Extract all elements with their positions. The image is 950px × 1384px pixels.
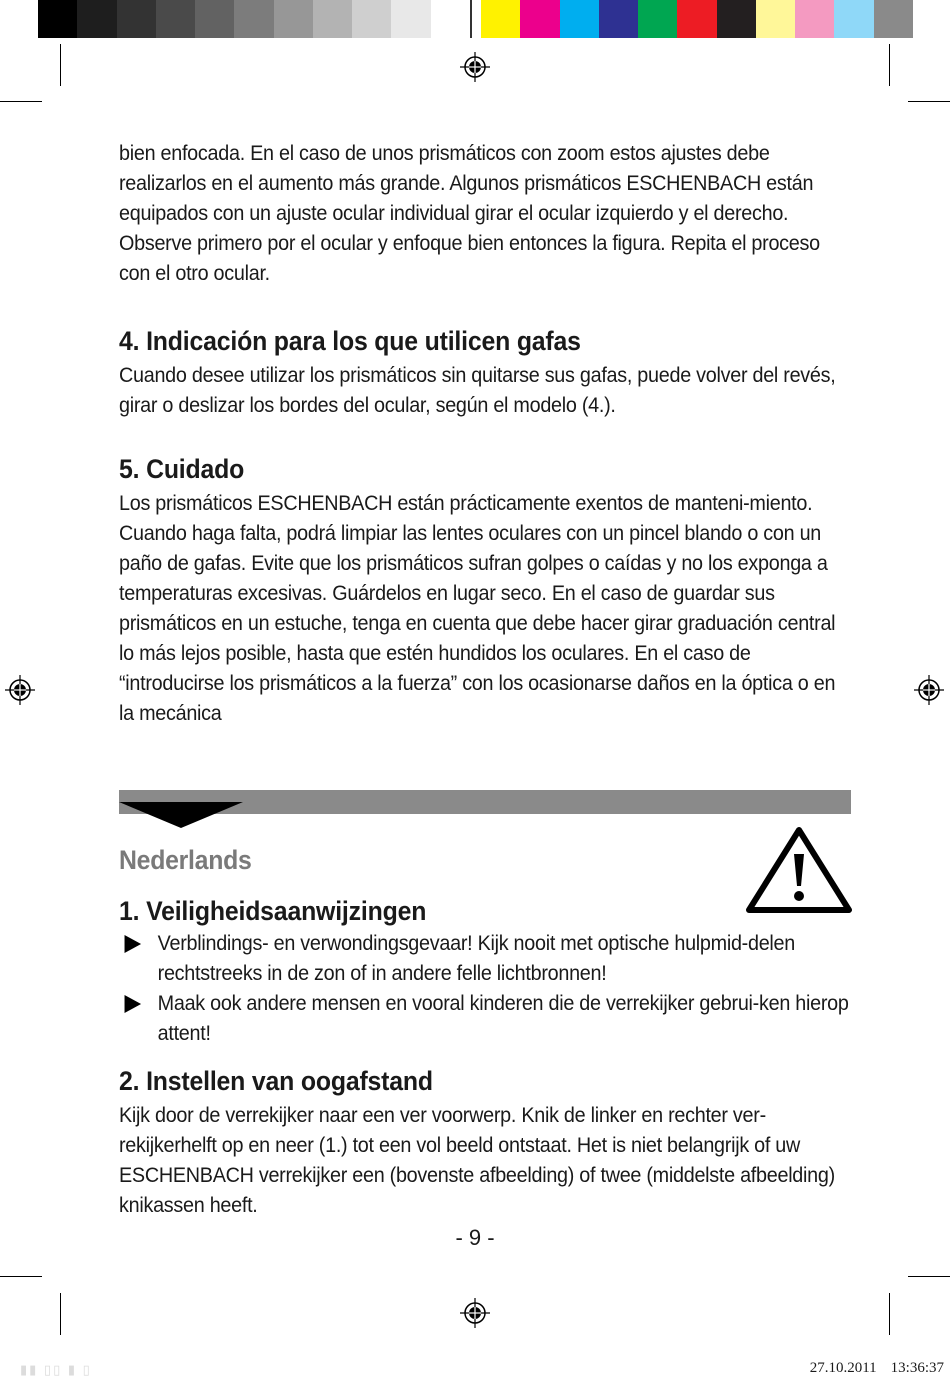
crop-mark: [0, 101, 42, 102]
bullet-text: Maak ook andere mensen en vooral kinderen die de verrekijker gebrui-ken hierop attent!: [157, 991, 849, 1045]
grey-swatch: [234, 0, 273, 38]
color-swatch: [560, 0, 599, 38]
intro-paragraph: bien enfocada. En el caso de unos prismáticos con zoom estos ajustes debe realizarlos en el aumento más grande. Algunos prismáticos ESCHENBACH están equipados con un ajuste ocular individual girar el ocular izquierdo y el derecho. Observe primero por el ocular y enfoque bien entonces la figura. Repita el proceso con el otro ocular.: [119, 141, 820, 285]
grey-calibration-strip: [38, 0, 472, 38]
divider-arrow-icon: [119, 802, 243, 828]
crop-mark: [908, 1276, 950, 1277]
grey-swatch: [117, 0, 156, 38]
bullet-text: Verblindings- en verwondingsgevaar! Kijk nooit met optische hulpmid-delen rechtstreeks in de zon of in andere felle lichtbronnen!: [157, 931, 796, 985]
color-swatch: [756, 0, 795, 38]
color-swatch: [874, 0, 913, 38]
triangle-right-icon: [119, 993, 147, 1015]
color-swatch: [795, 0, 834, 38]
crop-mark: [889, 44, 890, 86]
print-time: 13:36:37: [890, 1360, 944, 1376]
language-label: Nederlands: [119, 845, 252, 875]
nl-section-1-title: 1. Veiligheidsaanwijzingen: [119, 896, 427, 926]
crop-mark: [60, 1293, 61, 1335]
grey-swatch: [195, 0, 234, 38]
registration-mark-icon: [460, 1298, 490, 1328]
crop-mark: [908, 101, 950, 102]
triangle-right-icon: [119, 933, 147, 955]
page-number: - 9 -: [455, 1225, 495, 1250]
grey-swatch: [156, 0, 195, 38]
color-swatch: [520, 0, 559, 38]
color-swatch: [638, 0, 677, 38]
color-swatch: [677, 0, 716, 38]
grey-swatch: [431, 0, 470, 38]
print-date: 27.10.2011: [809, 1360, 877, 1376]
grey-swatch: [391, 0, 430, 38]
section-5-title: 5. Cuidado: [119, 454, 245, 484]
nl-section-2-text: Kijk door de verrekijker naar een ver voorwerp. Knik de linker en rechter ver-rekijkerhelft op en neer (1.) tot een vol beeld ontstaat. Het is niet belangrijk of uw ESCHENBACH verrekijker een (bovenste afbeelding) of twee (middelste afbeelding) knikassen heeft.: [119, 1103, 835, 1217]
color-swatch: [834, 0, 873, 38]
section-4-title: 4. Indicación para los que utilicen gafas: [119, 326, 581, 356]
crop-mark: [889, 1293, 890, 1335]
crop-mark: [60, 44, 61, 86]
color-swatch: [717, 0, 756, 38]
section-4-text: Cuando desee utilizar los prismáticos sin quitarse sus gafas, puede volver del revés, girar o deslizar los bordes del ocular, según el modelo (4.).: [119, 363, 836, 417]
grey-swatch: [274, 0, 313, 38]
grey-swatch: [313, 0, 352, 38]
grey-swatch: [77, 0, 116, 38]
color-calibration-strip: [481, 0, 913, 38]
registration-mark-icon: [5, 675, 35, 705]
grey-swatch: [38, 0, 77, 38]
color-swatch: [481, 0, 520, 38]
print-stamp: [796, 1360, 944, 1377]
color-swatch: [599, 0, 638, 38]
registration-mark-icon: [914, 675, 944, 705]
print-slug-faint: ▮▮ ▯▯ ▮ ▯: [20, 1362, 92, 1377]
nl-section-2-title: 2. Instellen van oogafstand: [119, 1066, 433, 1096]
crop-mark: [0, 1276, 42, 1277]
grey-swatch: [352, 0, 391, 38]
registration-mark-icon: [460, 52, 490, 82]
section-5-text: Los prismáticos ESCHENBACH están prácticamente exentos de manteni-miento. Cuando haga falta, podrá limpiar las lentes oculares con un pincel blando o con un paño de gafas. Evite que los prismáticos sufran golpes o caídas y no los exponga a temperaturas excesivas. Guárdelos en lugar seco. En el caso de guardar sus prismáticos en un estuche, tenga en cuenta que debe hacer girar graduación central lo más lejos posible, hasta que estén hundidos los oculares. En el caso de “introducirse los prismáticos a la fuerza” con los ocasionarse daños en la óptica o en la mecánica: [119, 491, 836, 725]
